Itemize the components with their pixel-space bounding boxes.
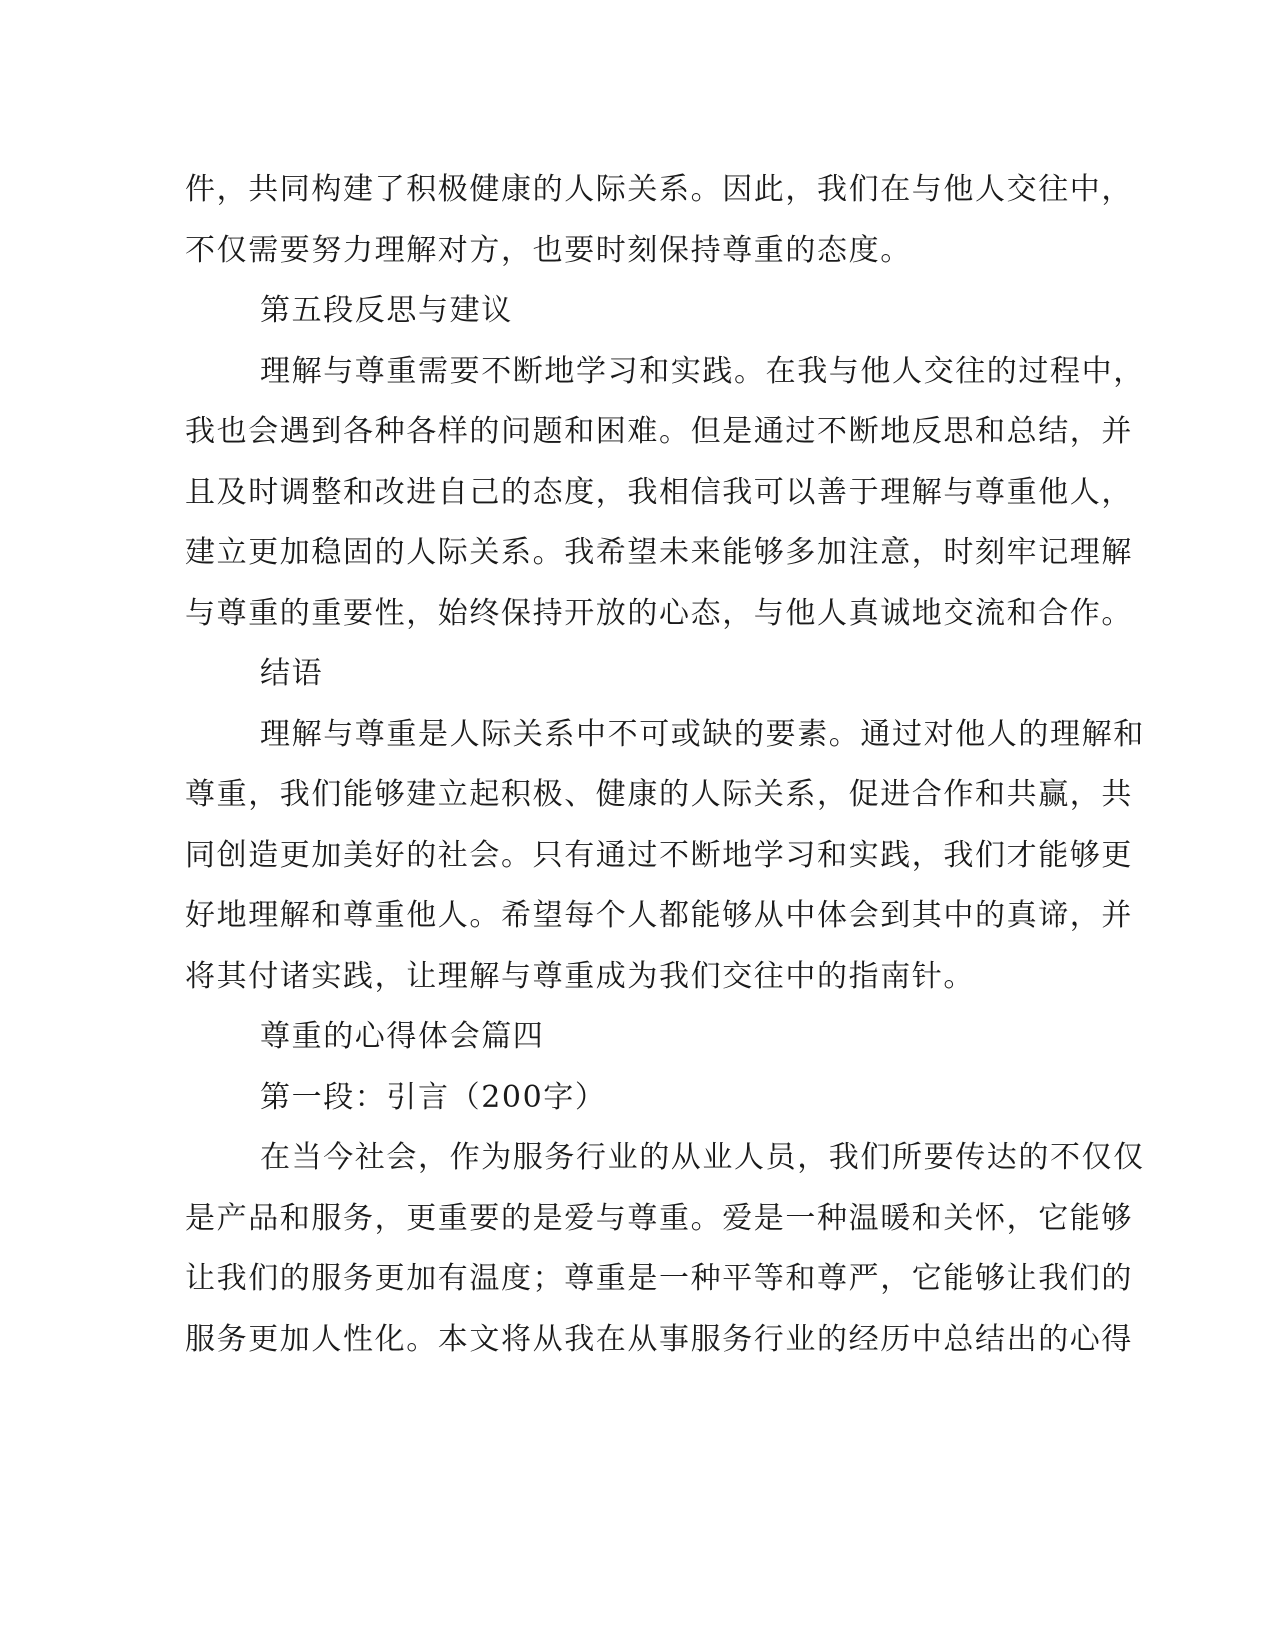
section-heading: 第一段：引言（200字） — [260, 1079, 607, 1115]
paragraph-line: 不仅需要努力理解对方，也要时刻保持尊重的态度。 — [185, 232, 912, 268]
paragraph-line: 与尊重的重要性，始终保持开放的心态，与他人真诚地交流和合作。 — [185, 595, 1133, 631]
paragraph-line: 理解与尊重是人际关系中不可或缺的要素。通过对他人的理解和 — [260, 716, 1145, 752]
paragraph-line: 尊重，我们能够建立起积极、健康的人际关系，促进合作和共赢，共 — [185, 777, 1133, 812]
paragraph-line: 服务更加人性化。本文将从我在从事服务行业的经历中总结出的心得 — [185, 1321, 1133, 1357]
paragraph-line: 我也会遇到各种各样的问题和困难。但是通过不断地反思和总结，并 — [185, 414, 1133, 449]
section-heading: 结语 — [260, 656, 324, 691]
paragraph-line: 件，共同构建了积极健康的人际关系。因此，我们在与他人交往中， — [185, 172, 1133, 207]
paragraph-line: 且及时调整和改进自己的态度，我相信我可以善于理解与尊重他人， — [185, 474, 1133, 510]
section-heading: 第五段反思与建议 — [260, 293, 513, 328]
paragraph-line: 将其付诸实践，让理解与尊重成为我们交往中的指南针。 — [185, 958, 975, 994]
paragraph-line: 理解与尊重需要不断地学习和实践。在我与他人交往的过程中， — [260, 353, 1145, 389]
paragraph-line: 是产品和服务，更重要的是爱与尊重。爱是一种温暖和关怀，它能够 — [185, 1200, 1133, 1236]
document-body — [185, 160, 1145, 1370]
paragraph-line: 让我们的服务更加有温度；尊重是一种平等和尊严，它能够让我们的 — [185, 1261, 1133, 1296]
paragraph-line: 在当今社会，作为服务行业的从业人员，我们所要传达的不仅仅 — [260, 1140, 1145, 1175]
paragraph-line: 好地理解和尊重他人。希望每个人都能够从中体会到其中的真谛，并 — [185, 898, 1133, 933]
paragraph-line: 同创造更加美好的社会。只有通过不断地学习和实践，我们才能够更 — [185, 837, 1133, 873]
paragraph-line: 建立更加稳固的人际关系。我希望未来能够多加注意，时刻牢记理解 — [185, 535, 1133, 570]
article-title: 尊重的心得体会篇四 — [260, 1019, 545, 1054]
